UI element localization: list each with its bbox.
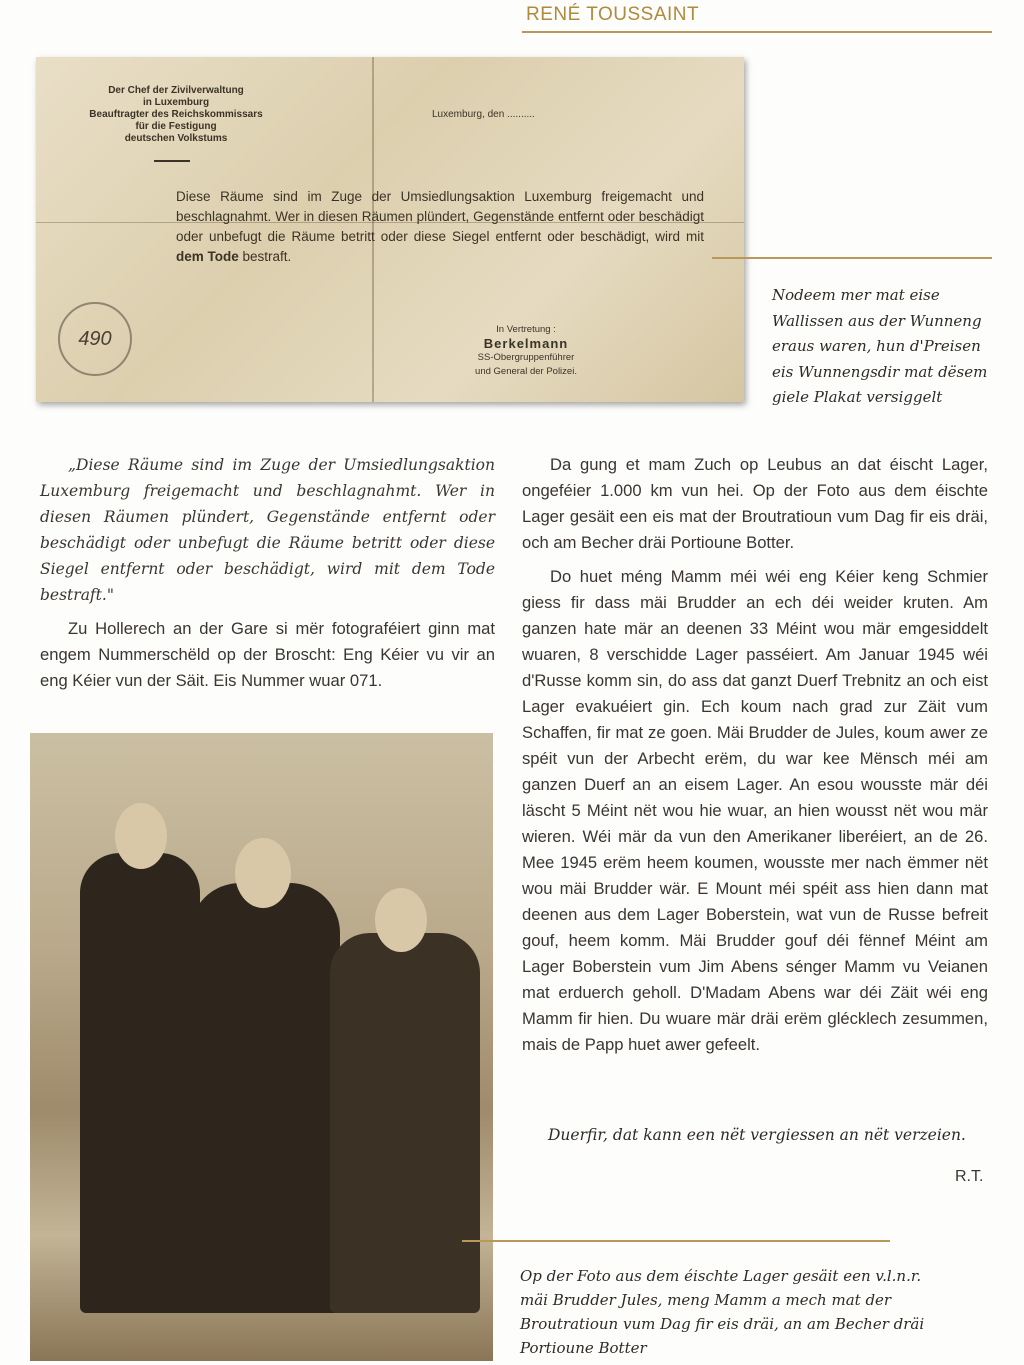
- photo-face: [235, 838, 291, 908]
- photo-face: [375, 888, 427, 952]
- family-photo: [30, 733, 493, 1361]
- notice-place-date: Luxemburg, den ..........: [432, 109, 535, 120]
- left-column: [40, 452, 495, 694]
- notice-text: Diese Räume sind im Zuge der Umsiedlungsaktion Luxemburg freigemacht und beschlagnahmt. Wer in diesen Räumen plündert, Gegenstände entfernt oder beschädigt oder unbefugt die Räume betritt oder diese Siegel entfernt oder beschädigt, wird mit: [176, 189, 704, 244]
- caption-rule: [462, 1240, 890, 1242]
- photo-figure-brother: [80, 853, 200, 1313]
- photo-figure-boy: [330, 933, 480, 1313]
- quote-paragraph: „Diese Räume sind im Zuge der Umsiedlungsaktion Luxemburg freigemacht und beschlagnahmt. Wer in diesen Räumen plündert, Gegenstände entfernt oder beschädigt oder unbefugt die Räume betritt oder diese Siegel entfernt oder beschädigt, wird mit dem Tode bestraft.": [40, 456, 495, 604]
- caption-bottom: Op der Foto aus dem éischte Lager gesäit een v.l.n.r. mäi Brudder Jules, meng Mamm a mech mat der Broutratioun vum Dag fir eis dräi, an am Becher dräi Portioune Botter: [520, 1267, 925, 1357]
- header-rule: [522, 31, 992, 33]
- notice-bold-text: dem Tode: [176, 249, 239, 264]
- author-initials: R.T.: [955, 1168, 984, 1185]
- signature-name: Berkelmann: [483, 336, 569, 351]
- photo-face: [115, 803, 167, 869]
- body-paragraph: Do huet méng Mamm méi wéi eng Kéier keng Schmier giess fir dass mäi Brudder an ech déi weider kruten. Am ganzen hate mär an deenen 33 Méint wou mär emgesiddelt wuaren, 8 verschidde Lager passéiert. Am Januar 1945 wéi d'Russe komm sin, do ass dat ganzt Duerf Trebnitz an och eist Lager evakuéiert gin. Ech koum nach grad zur Zäit vum Schaffen, fir mat ze goen. Mäi Brudder de Jules, koum awer ze spéit vun der Arbecht erëm, du war kee Mënsch méi am ganzen Duerf an an eisem Lager. An esou wousste mär déi läscht 5 Méint nët wou hie wuar, an hien wousst nët wou mär wieren. Wéi mär da vun den Amerikaner liberéiert, an de 26. Mee 1945 erëm heem koumen, wousste mer nach ëmmer nët wou mäi Brudder wär. E Mount méi spéit ass hien dann mat deenen aus dem Lager Boberstein, wat vun de Russe befreit gouf, heem komm. Mäi Brudder gouf déi fënnef Méint am Lager Boberstein vum Jim Abens sénger Mamm vu Veianen mat erduerch geholl. D'Madam Abens war déi Zäit wéi eng Mamm fir hien. Du wuare mär dräi erëm glécklech zesummen, mais de Papp huet awer gefeelt.: [522, 567, 988, 1054]
- notice-header-line: für die Festigung: [135, 121, 217, 132]
- body-paragraph: Da gung et mam Zuch op Leubus an dat éischt Lager, ongeféier 1.000 km vun hei. Op der Foto aus dem éischte Lager gesäit een eis mat der Broutratioun vum Dag fir eis dräi, och am Becher dräi Portioune Botter.: [522, 455, 988, 552]
- closing-line: Duerfir, dat kann een nët vergiessen an nët verzeien.: [548, 1126, 966, 1144]
- author-name: RENÉ TOUSSAINT: [526, 4, 700, 25]
- notice-header: [86, 85, 266, 145]
- signature-title: SS-Obergruppenführer: [477, 352, 575, 363]
- notice-text: bestraft.: [238, 249, 292, 264]
- notice-header-line: deutschen Volkstums: [124, 133, 228, 144]
- notice-body: [176, 187, 704, 267]
- official-stamp: 490: [58, 302, 132, 376]
- notice-header-line: Der Chef der Zivilverwaltung: [108, 85, 244, 96]
- notice-header-line: Beauftragter des Reichskommissars: [89, 109, 263, 120]
- seal-notice-photo: [36, 57, 744, 402]
- photo-figure-mother: [190, 883, 340, 1313]
- caption-top: Nodeem mer mat eise Wallissen aus der Wunneng eraus waren, hun d'Preisen eis Wunnengsdir mat dësem giele Plakat versiggelt: [772, 286, 988, 406]
- signature-role: In Vertretung :: [496, 324, 556, 335]
- right-column: [522, 452, 988, 1066]
- signature-title: und General der Polizei.: [475, 366, 577, 377]
- caption-rule: [712, 257, 992, 259]
- notice-signature: [436, 323, 616, 379]
- notice-header-rule: [154, 160, 190, 162]
- body-paragraph: Zu Hollerech an der Gare si mër fotograféiert ginn mat engem Nummerschëld op der Broscht: Eng Kéier vu vir an eng Kéier vun der Säit. Eis Nummer wuar 071.: [40, 619, 495, 690]
- notice-header-line: in Luxemburg: [142, 97, 210, 108]
